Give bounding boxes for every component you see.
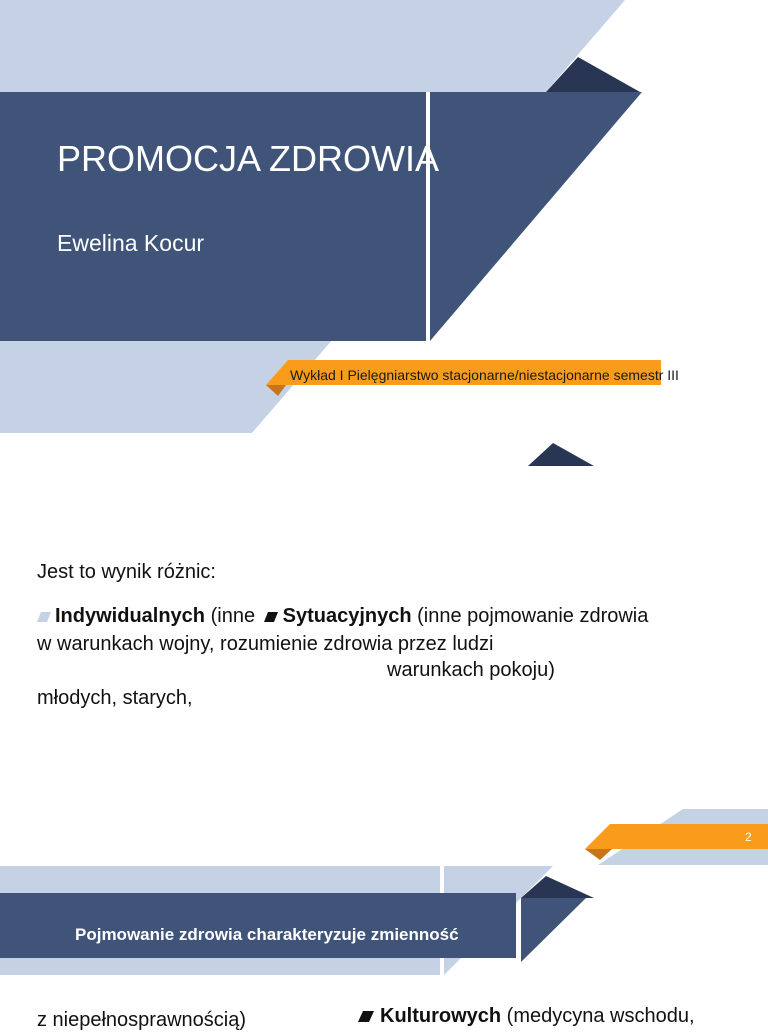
slide2-ribbon-shadow	[585, 849, 612, 860]
bullet-individual-text: (inne	[205, 605, 261, 627]
slide2-line1	[37, 604, 648, 628]
slide1-author: Ewelina Kocur	[57, 230, 205, 256]
slide3-title: Pojmowanie zdrowia charakteryzuje zmienność	[75, 925, 459, 944]
bullet-cultural: Kulturowych	[380, 1005, 502, 1027]
slide2-line4: młodych, starych,	[37, 687, 193, 709]
slide2-ribbon	[585, 824, 768, 849]
slide2-line3: warunkach pokoju)	[387, 659, 555, 681]
parallelogram-bullet-icon	[264, 612, 278, 622]
slide3-right-line	[358, 1004, 695, 1028]
slide1-title: PROMOCJA ZDROWIA	[57, 138, 440, 179]
slide1-title-block	[0, 92, 426, 341]
bullet-situational: Sytuacyjnych	[282, 605, 412, 627]
slide3-left-text: z niepełnosprawnością)	[37, 1009, 247, 1031]
bullet-individual: Indywidualnych	[55, 605, 206, 627]
bullet-situational-text: (inne pojmowanie zdrowia	[411, 605, 649, 627]
bullet-cultural-text: (medycyna wschodu,	[501, 1005, 695, 1027]
slide1-separator	[426, 92, 430, 341]
parallelogram-bullet-icon	[358, 1011, 374, 1022]
slide1-ribbon-text: Wykład I Pielęgniarstwo stacjonarne/niestacjonarne semestr III	[290, 367, 679, 383]
slide3-right-triangle	[521, 898, 586, 962]
parallelogram-bullet-icon	[37, 612, 51, 622]
slide1-right-triangle	[430, 92, 642, 341]
slide2-line2: w warunkach wojny, rozumienie zdrowia przez ludzi	[37, 633, 494, 655]
slide2-intro: Jest to wynik różnic:	[37, 561, 216, 583]
page-number: 2	[745, 830, 752, 844]
slide1-bottom-triangle	[528, 443, 594, 466]
